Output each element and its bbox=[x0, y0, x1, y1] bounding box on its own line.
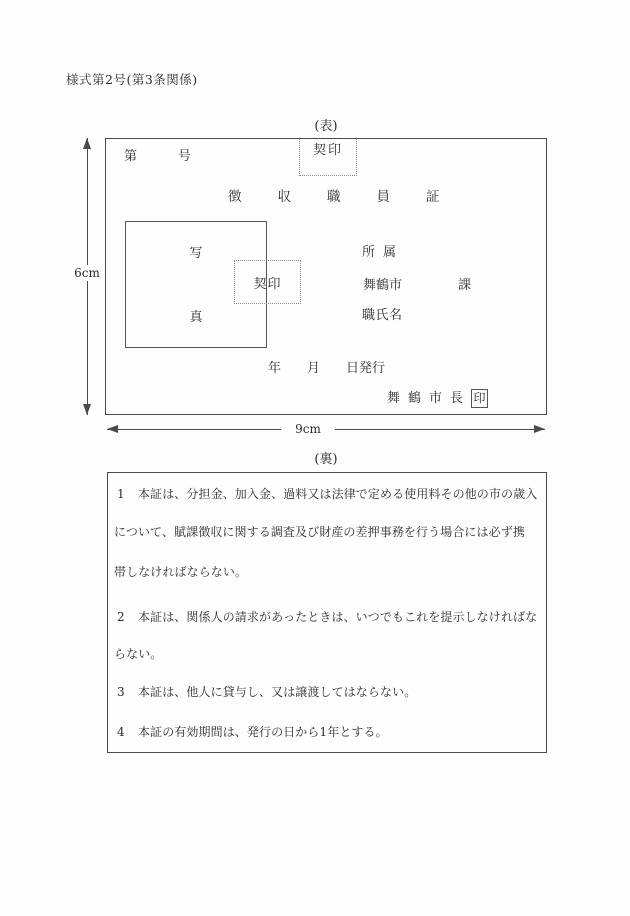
height-dimension-label: 6cm bbox=[64, 265, 110, 281]
top-seal-overlap-box bbox=[299, 139, 357, 176]
city-name-label: 舞鶴市 bbox=[363, 278, 403, 293]
back-item-1-line-1 bbox=[117, 487, 537, 502]
item-text: 本証は、関係人の請求があったときは、いつでもこれを提示しなければな bbox=[138, 610, 538, 624]
seal-mark-box bbox=[471, 389, 488, 408]
item-text: 本証は、分担金、加入金、過料又は法律で定める使用料その他の市の歳入 bbox=[138, 487, 538, 501]
card-title: 徴収職員証 bbox=[228, 189, 476, 205]
back-item-1-line-2: について、賦課徴収に関する調査及び財産の差押事務を行う場合には必ず携 bbox=[114, 525, 525, 539]
top-seal-label: 契印 bbox=[312, 143, 343, 158]
mayor-signature-row bbox=[387, 389, 488, 408]
job-and-name-label: 職氏名 bbox=[362, 308, 403, 323]
number-prefix-label: 第 bbox=[124, 149, 138, 164]
photo-label-bottom: 真 bbox=[189, 310, 203, 325]
arrow-right-icon bbox=[534, 425, 545, 433]
seal-mark-label: 印 bbox=[473, 391, 486, 405]
item-text: 本証の有効期間は、発行の日から1年とする。 bbox=[138, 725, 388, 739]
item-number: 2 bbox=[117, 610, 125, 624]
affiliation-label: 所属 bbox=[362, 245, 405, 260]
arrow-left-icon bbox=[107, 425, 118, 433]
item-number: 3 bbox=[117, 685, 125, 699]
arrow-down-icon bbox=[83, 404, 91, 415]
front-side-label: (表) bbox=[314, 119, 338, 134]
back-item-1-line-3: 帯しなければならない。 bbox=[114, 565, 248, 579]
back-side-label: (裏) bbox=[314, 452, 338, 467]
certificate-number-row bbox=[124, 148, 191, 165]
back-card bbox=[107, 472, 547, 753]
mayor-title-label: 舞鶴市長 bbox=[387, 391, 472, 406]
front-card bbox=[105, 138, 547, 415]
back-item-4-line-1 bbox=[117, 725, 388, 740]
arrow-up-icon bbox=[83, 138, 91, 149]
item-number: 4 bbox=[117, 725, 125, 739]
item-text: 本証は、他人に貸与し、又は譲渡してはならない。 bbox=[138, 685, 417, 699]
section-suffix-label: 課 bbox=[458, 278, 472, 293]
back-item-2-line-1 bbox=[117, 610, 537, 625]
width-dimension-label: 9cm bbox=[281, 421, 335, 437]
photo-seal-label: 契印 bbox=[253, 276, 282, 292]
number-suffix-label: 号 bbox=[178, 149, 192, 164]
back-item-3-line-1 bbox=[117, 685, 416, 700]
item-number: 1 bbox=[117, 487, 125, 501]
issue-date-line: 年 月 日発行 bbox=[268, 361, 386, 376]
photo-seal-overlap-box bbox=[234, 260, 301, 304]
affiliation-line bbox=[363, 278, 471, 294]
back-item-2-line-2: らない。 bbox=[114, 647, 163, 661]
form-number-label: 様式第2号(第3条関係) bbox=[66, 72, 198, 87]
photo-label-top: 写 bbox=[189, 246, 203, 261]
